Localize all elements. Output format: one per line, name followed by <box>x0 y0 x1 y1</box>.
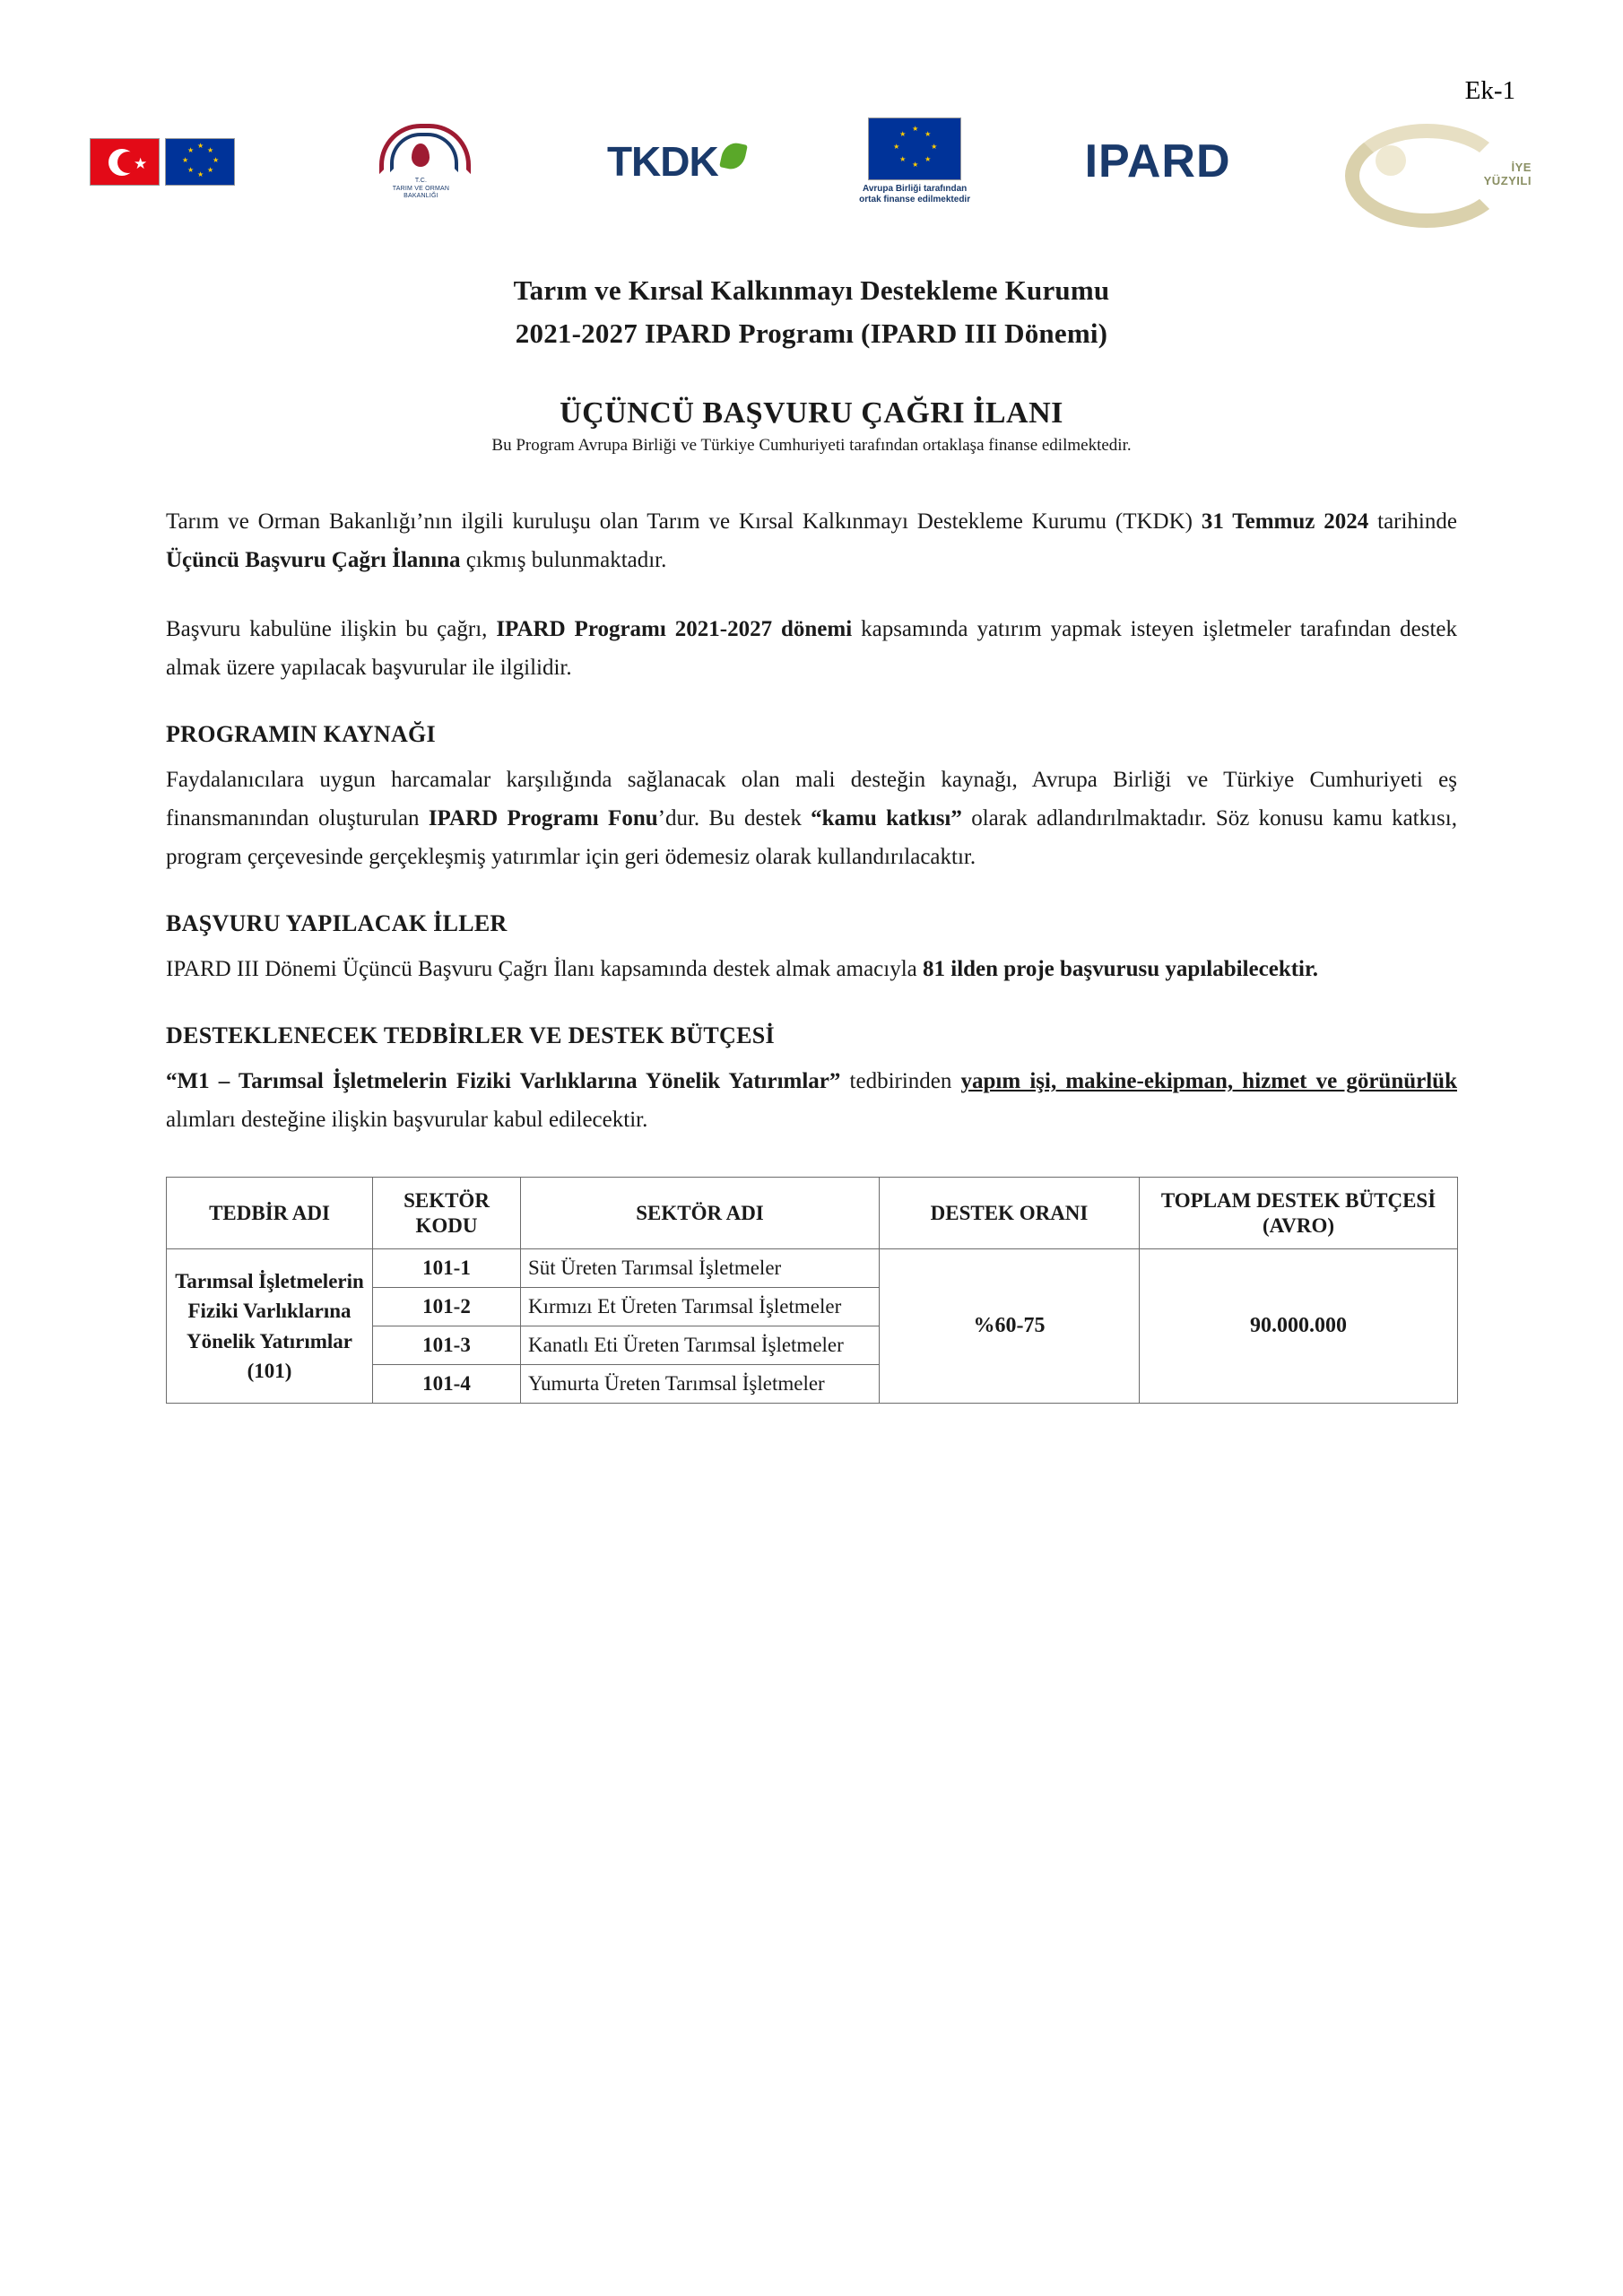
section-paragraph-tedbirler <box>166 1062 1457 1139</box>
intro-p2-c: kapsamında yatırım yapmak isteyen işletmeler tarafından destek almak üzere yapılacak başvurular ile ilgilidir. <box>166 617 1457 681</box>
intro-p2-program: IPARD Programı 2021-2027 dönemi <box>496 617 853 642</box>
section-paragraph-basvuru-iller <box>166 950 1457 988</box>
turkey-flag-icon: ★ <box>90 138 160 186</box>
s0-c: ’dur. Bu destek <box>657 806 812 831</box>
ministry-text-line3: BAKANLIĞI <box>404 193 438 200</box>
tkdk-logo <box>607 112 745 211</box>
section-heading-tedbirler: DESTEKLENECEK TEDBİRLER VE DESTEK BÜTÇESİ <box>166 1022 775 1049</box>
cell-sector-name: Süt Üreten Tarımsal İşletmeler <box>521 1249 880 1288</box>
turkiye-yuzyili-line2: YÜZYILI <box>1483 174 1532 188</box>
document-body <box>166 269 1457 1404</box>
intro-p2-a: Başvuru kabulüne ilişkin bu çağrı, <box>166 617 497 642</box>
page-subtitle: ÜÇÜNCÜ BAŞVURU ÇAĞRI İLANI <box>560 396 1063 430</box>
cell-sector-name: Yumurta Üreten Tarımsal İşletmeler <box>521 1364 880 1403</box>
intro-paragraph-1 <box>166 502 1457 579</box>
s2-scope: yapım işi, makine-ekipman, hizmet ve görünürlük <box>960 1069 1457 1094</box>
cell-total-budget: 90.000.000 <box>1140 1249 1458 1404</box>
column-header-sektor-kodu: SEKTÖR KODU <box>373 1178 521 1249</box>
european-union-flag-icon: ★ ★ ★ ★ ★ ★ ★ ★ <box>165 138 235 186</box>
column-header-toplam-butce: TOPLAM DESTEK BÜTÇESİ (AVRO) <box>1140 1178 1458 1249</box>
turkiye-yuzyili-logo <box>1345 112 1533 211</box>
ministry-text-line1: T.C. <box>414 177 428 184</box>
column-header-destek-orani: DESTEK ORANI <box>880 1178 1140 1249</box>
intro-p1-date: 31 Temmuz 2024 <box>1201 509 1369 535</box>
annex-label: Ek-1 <box>1464 76 1515 105</box>
intro-p1-a: Tarım ve Orman Bakanlığı’nın ilgili kuruluşu olan Tarım ve Kırsal Kalkınmayı Destekleme Kurumu (TKDK) <box>166 509 1202 535</box>
s0-a: Faydalanıcılara uygun harcamalar karşılığında sağlanacak olan mali desteğin kaynağı, Avrupa Birliği ve Türkiye Cumhuriyeti eş finansmanından oluşturulan <box>166 768 1457 831</box>
page-title <box>166 269 1457 355</box>
title-line-1: Tarım ve Kırsal Kalkınmayı Destekleme Kurumu <box>513 274 1110 306</box>
cell-sector-code: 101-2 <box>373 1288 521 1326</box>
s0-e: olarak adlandırılmaktadır. Söz konusu kamu katkısı, program çerçevesinde gerçekleşmiş yatırımlar için geri ödemesiz olarak kullandırılacaktır. <box>166 806 1457 870</box>
flags-pair-logo <box>90 112 235 211</box>
table-row <box>167 1249 1458 1288</box>
s2-d: alımları desteğine ilişkin başvurular kabul edilecektir. <box>166 1108 648 1133</box>
intro-p1-e: çıkmış bulunmaktadır. <box>460 548 667 573</box>
eu-cofinance-logo <box>859 112 970 211</box>
cell-sector-name: Kanatlı Eti Üreten Tarımsal İşletmeler <box>521 1326 880 1365</box>
s1-a: IPARD III Dönemi Üçüncü Başvuru Çağrı İlanı kapsamında destek almak amacıyla <box>166 957 923 982</box>
tkdk-wordmark: TKDK <box>606 138 718 185</box>
table-header-row <box>167 1178 1458 1249</box>
cell-sector-code: 101-1 <box>373 1249 521 1288</box>
leaf-icon <box>719 141 748 172</box>
circle-icon <box>1376 145 1406 176</box>
s0-kamu-katkisi: “kamu katkısı” <box>811 806 962 831</box>
eu-cofinance-line2: ortak finanse edilmektedir <box>859 195 971 204</box>
cell-support-rate: %60-75 <box>880 1249 1140 1404</box>
turkiye-yuzyili-line1: İYE <box>1511 161 1532 175</box>
ipard-logo <box>1085 112 1231 211</box>
ministry-text-line2: TARIM VE ORMAN <box>392 185 450 192</box>
title-line-2: 2021-2027 IPARD Programı (IPARD III Dönemi) <box>515 317 1108 350</box>
s1-81-il: 81 ilden proje başvurusu yapılabilecektir. <box>923 957 1319 982</box>
section-heading-program-kaynagi: PROGRAMIN KAYNAĞI <box>166 721 436 748</box>
cell-sector-code: 101-3 <box>373 1326 521 1365</box>
ipard-wordmark: IPARD <box>1084 135 1231 187</box>
section-heading-basvuru-iller: BAŞVURU YAPILACAK İLLER <box>166 910 508 937</box>
column-header-sektor-adi: SEKTÖR ADI <box>521 1178 880 1249</box>
finance-note: Bu Program Avrupa Birliği ve Türkiye Cumhuriyeti tarafından ortaklaşa finanse edilmektedir. <box>491 436 1132 456</box>
cell-sector-code: 101-4 <box>373 1364 521 1403</box>
european-union-flag-icon: ★ ★ ★ ★ ★ ★ ★ ★ <box>868 117 961 180</box>
column-header-tedbir-adi: TEDBİR ADI <box>167 1178 373 1249</box>
intro-p1-c: tarihinde <box>1368 509 1457 535</box>
s2-b: tedbirinden <box>840 1069 961 1094</box>
eu-cofinance-line1: Avrupa Birliği tarafından <box>862 183 968 194</box>
section-paragraph-program-kaynagi <box>166 761 1457 876</box>
ministry-logo <box>349 112 492 211</box>
intro-paragraph-2 <box>166 610 1457 687</box>
logo-band <box>90 108 1533 215</box>
intro-p1-call: Üçüncü Başvuru Çağrı İlanına <box>166 548 461 573</box>
s2-measure: “M1 – Tarımsal İşletmelerin Fiziki Varlıklarına Yönelik Yatırımlar” <box>166 1069 841 1094</box>
cell-measure-name: Tarımsal İşletmelerin Fiziki Varlıklarına Yönelik Yatırımlar (101) <box>167 1249 373 1404</box>
s0-fund: IPARD Programı Fonu <box>428 806 658 831</box>
budget-table <box>166 1177 1458 1404</box>
cell-sector-name: Kırmızı Et Üreten Tarımsal İşletmeler <box>521 1288 880 1326</box>
ministry-emblem-icon <box>379 122 462 174</box>
